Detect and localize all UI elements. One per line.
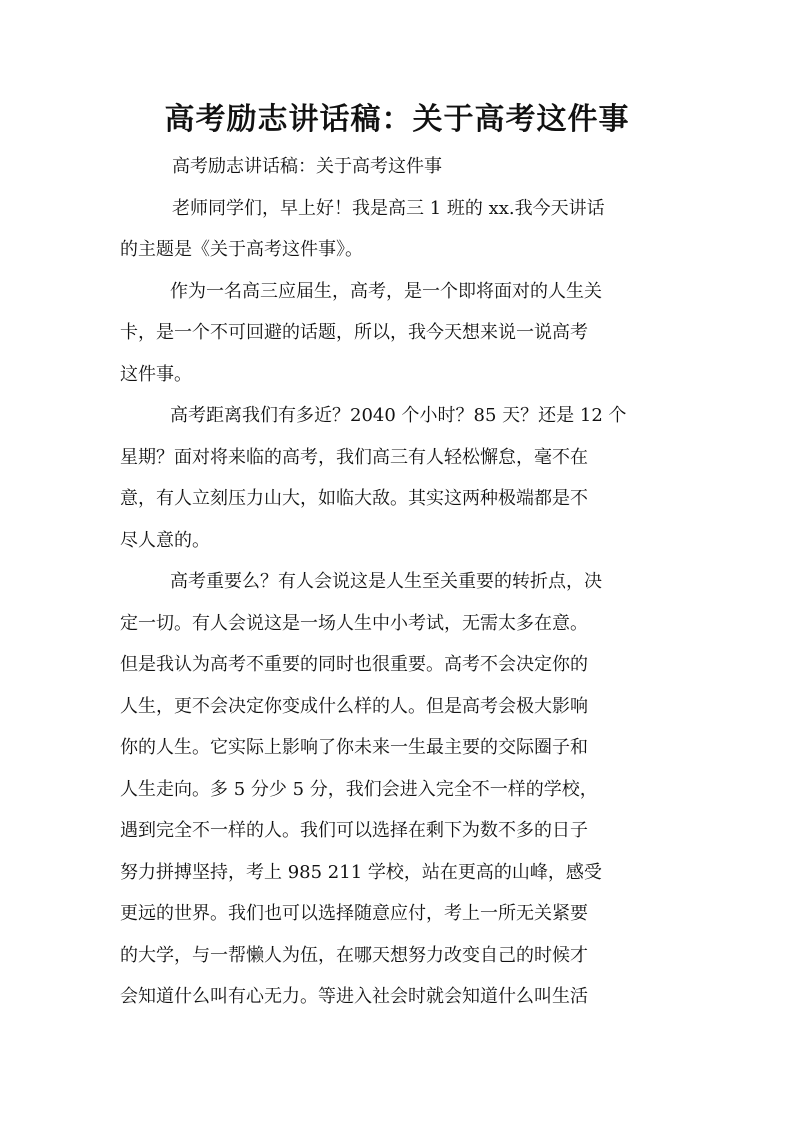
text-line: 意，有人立刻压力山大，如临大敌。其实这两种极端都是不 [120,488,588,509]
text-line: 努力拼搏坚持，考上 985 211 学校，站在更高的山峰，感受 [120,862,602,883]
text-line: 星期？面对将来临的高考，我们高三有人轻松懈怠，毫不在 [120,447,588,468]
text-line: 高考重要么？有人会说这是人生至关重要的转折点，决 [170,571,602,592]
text-line: 人生走向。多 5 分少 5 分，我们会进入完全不一样的学校， [120,779,598,800]
text-line: 的大学，与一帮懒人为伍，在哪天想努力改变自己的时候才 [120,945,588,966]
text-line: 高考距离我们有多近？2040 个小时？85 天？还是 12 个 [170,405,627,426]
text-line: 尽人意的。 [120,530,210,551]
text-line: 作为一名高三应届生，高考，是一个即将面对的人生关 [170,281,602,302]
text-line: 你的人生。它实际上影响了你未来一生最主要的交际圈子和 [120,737,588,758]
text-line: 但是我认为高考不重要的同时也很重要。高考不会决定你的 [120,654,588,675]
text-line: 遇到完全不一样的人。我们可以选择在剩下为数不多的日子 [120,820,588,841]
text-line: 会知道什么叫有心无力。等进入社会时就会知道什么叫生活 [120,986,588,1007]
text-line: 的主题是《关于高考这件事》。 [120,239,363,260]
text-line: 卡，是一个不可回避的话题，所以，我今天想来说一说高考 [120,322,588,343]
text-line: 定一切。有人会说这是一场人生中小考试，无需太多在意。 [120,613,588,634]
text-line: 更远的世界。我们也可以选择随意应付，考上一所无关紧要 [120,903,588,924]
subtitle-line: 高考励志讲话稿：关于高考这件事 [172,156,442,177]
text-line: 这件事。 [120,364,192,385]
document-title: 高考励志讲话稿：关于高考这件事 [164,102,630,137]
text-line: 人生，更不会决定你变成什么样的人。但是高考会极大影响 [120,696,588,717]
text-line: 老师同学们，早上好！我是高三 1 班的 xx.我今天讲话 [172,198,605,219]
